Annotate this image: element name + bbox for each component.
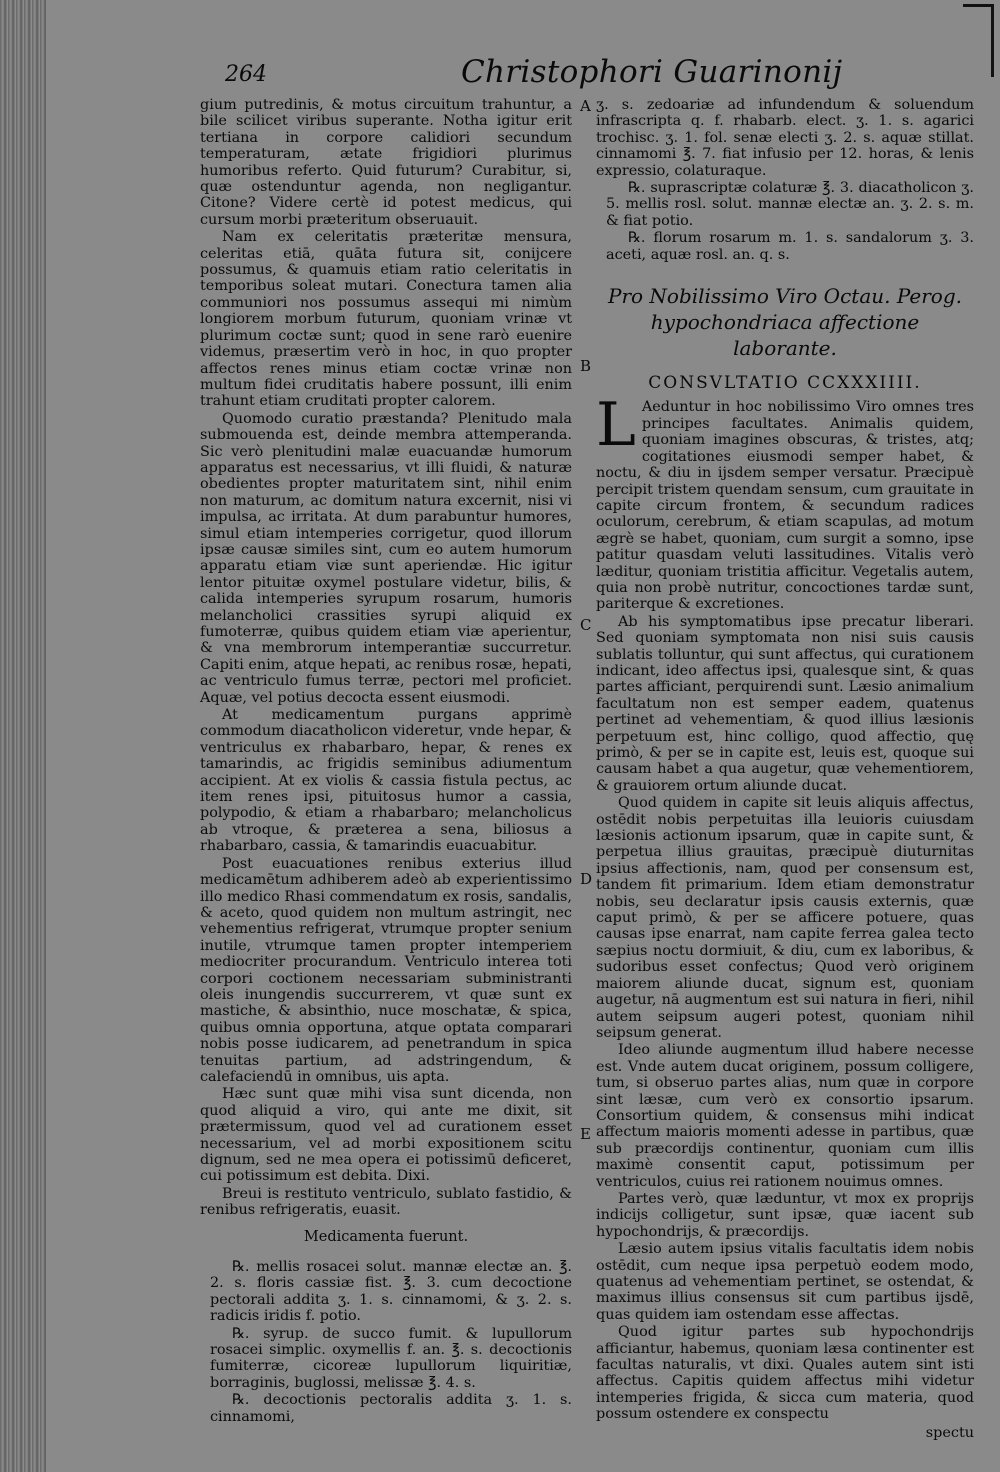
consultation-number: CONSVLTATIO CCXXXIIII. xyxy=(648,373,922,394)
paragraph: Breui is restituto ventriculo, sublato fastidio, & renibus refrigeratis, euasit. xyxy=(200,1185,572,1219)
paragraph: Aeduntur in hoc nobilissimo Viro omnes tres principes facultates. Animalis quidem, quoniam imagines obscuras, & tristes, atq; cogitationes eiusmodi semper habet, & noctu, & diu in ijsdem semper versatur. Præcipuè percipit tristem quendam sensum, cum grauitate in capite circum frontem, & secundum radices oculorum, cerebrum, & etiam scapulas, ad motum ægrè se habet, quoniam, cum surgit a somno, ipse patitur quasdam veluti lassitudines. Vitalis verò læditur, quoniam tristitia afficitur. Vegetalis autem, quia non probè nutritur, concoctiones tardæ sunt, pariterque & excretiones. xyxy=(596,399,974,613)
prescription: ℞. syrup. de succo fumit. & lupullorum rosacei simplic. oxymellis f. an. ℥. s. decoctionis fumiterræ, cicoreæ lupullorum liquiritiæ, borraginis, buglossi, melissæ ℥. 4. s. xyxy=(210,1325,572,1391)
drop-cap: L xyxy=(596,390,636,461)
paragraph: Ideo aliunde augmentum illud habere necesse est. Vnde autem ducat originem, possum colligere, tum, si obseruo partes alias, num quæ in corpore sint læsæ, cum verò ex consortio ipsarum. Consortium quidem, & consensus mihi indicat affectum maioris momenti adesse in partibus, quæ sub præcordijs continentur, quoniam cum illis maximè consentit caput, potissimum per ventriculos, cuius rei rationem nouimus omnes. xyxy=(596,1042,974,1190)
page-header xyxy=(205,48,985,98)
prescription: ℞. mellis rosacei solut. mannæ electæ an. ℥. 2. s. floris cassiæ fist. ℥. 3. cum decoctione pectorali addita ʒ. 1. s. cinnamomi, & ʒ. 2. s. radicis iridis f. potio. xyxy=(210,1259,572,1325)
paragraph: Post euacuationes renibus exterius illud medicamētum adhiberem adeò ab experientissimo illo medico Rhasi commendatum ex rosis, sandalis, & aceto, quod quidem non multum astringit, nec vehementius refrigerat, vtrumque propter senium inutile, vtrumque tamen propter intemperiem mediocriter procurandum. Ventriculo interea toti corpori coctionem necessariam subministranti oleis inungendis succurrerem, vt quæ sunt ex mastiche, & absinthio, nuce moschatæ, & spica, quibus omnia opportuna, atque optata comparari nobis posse iudicarem, ad penetrandum in spica tenuitas partium, ad adstringendum, & calefaciendū in omnibus, uis apta. xyxy=(200,855,572,1085)
paragraph: Læsio autem ipsius vitalis facultatis idem nobis ostēdit, cum neque ipsa perpetuò eodem modo, quatenus ad vehementiam pertinet, se ostendat, & maximus illius consensus sit cum partibus ijsdē, quas quidem iam ostendam esse affectas. xyxy=(596,1241,974,1323)
paragraph: Quod quidem in capite sit leuis aliquis affectus, ostēdit nobis perpetuitas illa leuioris cuiusdam læsionis actionum ipsarum, quæ in capite sunt, & perpetua illius grauitas, præcipuè diuturnitas ipsius affectionis, nam, quod per consensum est, tandem fit primarium. Idem etiam demonstratur nobis, seu declaratur ipsis causis externis, quæ caput primò, & per se afficere potuere, quas causas ipse enarrat, nam capite ferrea galea tecto sæpius noctu dormiuit, & diu, cum ex laboribus, & sudoribus esset confectus; Quod verò originem maiorem aliunde ducat, signum est, quoniam augetur, nā augmentum est sui natura in fieri, nihil autem seipsum augeri potest, quoniam nihil seipsum generat. xyxy=(596,795,974,1041)
book-spine-shadow xyxy=(0,0,46,1472)
page-number: 264 xyxy=(225,62,267,87)
paragraph: Ab his symptomatibus ipse precatur liberari. Sed quoniam symptomata non nisi suis causis sublatis tolluntur, qui sunt affectus, qui curationem indicant, ideo affectus ipsi, qualesque sint, & quas partes afficiant, perquirendi sunt. Læsio animalium facultatum non est semper eadem, quatenus pertinet ad vehementiam, & quod illius læsionis perpetuum est, hinc colligo, quod affectio, quę primò, & per se in capite est, leuis est, quoque sui causam habet a qua augetur, quæ vehementiorem, & grauiorem ortum aliunde ducat. xyxy=(596,613,974,794)
prescription: ʒ. s. zedoariæ ad infundendum & soluendum infrascripta q. f. rhabarb. elect. ʒ. 1. s. agarici trochisc. ʒ. 1. fol. senæ electi ʒ. 2. s. aquæ stillat. cinnamomi ℥. 7. fiat infusio per 12. horas, & lenis expressio, colaturaque. xyxy=(596,97,974,179)
running-head: Christophori Guarinonij xyxy=(461,54,843,90)
paragraph: Quomodo curatio præstanda? Plenitudo mala submouenda est, deinde membra attemperanda. Sic verò plenitudini malæ euacuandæ humorum apparatus est necessarius, vt illi fluidi, & naturæ obedientes propter maturitatem sint, nihil enim non maturum, ac domitum natura excernit, nisi vi impulsa, ac irritata. At dum parabuntur humores, simul etiam intemperies corrigetur, quod illorum ipsæ causæ similes sint, cum eo autem humorum apparatu etiam viæ sunt aperiendæ. Hic igitur lentor pituitæ oxymel postulare videtur, bilis, & calida intemperies syrupum rosarum, humoris melancholici crassities syrupi aliquid ex fumoterræ, quibus quidem etiam viæ aperientur, & vna membrorum intemperantiæ succurretur. Capiti enim, atque hepati, ac renibus rosæ, hepati, ac ventriculo fumus terræ, pectori mel proficiet. Aquæ, vel potius decocta essent eiusmodi. xyxy=(200,410,572,706)
paragraph: Quod igitur partes sub hypochondrijs afficiantur, habemus, quoniam læsa continenter est facultas naturalis, vt dixi. Quales autem sint isti affectus. Capitis quidem affectus mihi videtur intemperies frigida, & sicca cum materia, quod possum ostendere ex conspectu xyxy=(596,1324,974,1423)
margin-letter-a: A xyxy=(580,97,591,115)
prescription: ℞. suprascriptæ colaturæ ℥. 3. diacatholicon ʒ. 5. mellis rosl. solut. mannæ electæ an. ʒ. 2. s. m. & fiat potio. xyxy=(606,180,974,229)
catchword: spectu xyxy=(925,1424,974,1441)
margin-letter-c: C xyxy=(580,616,592,634)
margin-letter-e: E xyxy=(580,1125,591,1143)
paragraph: At medicamentum purgans apprimè commodum diacatholicon videretur, vnde hepar, & ventriculus ex rhabarbaro, hepar, & renes ex tamarindis, ac frigidis seminibus adiumentum accipient. At ex violis & cassia fistula pectus, ac item renes ipsi, pituitosus humor a cassia, polypodio, & etiam a rhabarbaro; melancholicus ab vtroque, & præterea a sena, biliosus a rhabarbaro, cassia, & tamarindis euacuabitur. xyxy=(200,707,572,855)
medicament-heading: Medicamenta fuerunt. xyxy=(303,1228,469,1245)
right-text-column xyxy=(596,97,974,1441)
consultation-title: Pro Nobilissimo Viro Octau. Perog. hypochondriaca affectione laborante. xyxy=(608,284,962,361)
paragraph: Hæc sunt quæ mihi visa sunt dicenda, non quod aliquid a viro, qui ante me dixit, sit prætermissum, quod vel ad curationem esset necessarium, vel ad morbi expositionem scitu dignum, sed ne mea opera ei potissimū deficeret, cui potissimum est debita. Dixi. xyxy=(200,1086,572,1185)
paragraph: Partes verò, quæ læduntur, vt mox ex proprijs indicijs colligetur, sunt ipsæ, quæ iacent sub hypochondrijs, & præcordijs. xyxy=(596,1190,974,1240)
margin-letter-d: D xyxy=(580,870,593,888)
prescription: ℞. florum rosarum m. 1. s. sandalorum ʒ. 3. aceti, aquæ rosl. an. q. s. xyxy=(606,230,974,263)
paragraph: Nam ex celeritatis præteritæ mensura, celeritas etiā, quāta futura sit, conijcere possumus, & quamuis etiam ratio celeritatis in temporibus soleat mutari. Conectura tamen alia communiori nos possumus assequi mi nimùm longiorem morbum futurum, quoniam vrinæ vt plurimum coctæ sunt; quod in sene rarò euenire videmus, præsertim verò in hoc, in quo propter affectos renes minus etiam coctæ vrinæ non multum fidei cruditatis habere possunt, illi enim trahunt etiam cruditati propter calorem. xyxy=(200,229,572,410)
left-text-column xyxy=(200,97,572,1425)
paragraph: gium putredinis, & motus circuitum trahuntur, a bile scilicet viribus superante. Notha igitur erit tertiana in corpore calidiori secundum temperaturam, ætate frigidiori plurimus humoribus referto. Quid futurum? Curabitur, si, quæ ostenduntur agenda, non negligantur. Citone? Videre certè id potest medicus, qui cursum morbi præteritum obseruauit. xyxy=(200,97,572,228)
margin-letter-b: B xyxy=(580,357,592,375)
prescription: ℞. decoctionis pectoralis addita ʒ. 1. s. cinnamomi, xyxy=(210,1392,572,1425)
